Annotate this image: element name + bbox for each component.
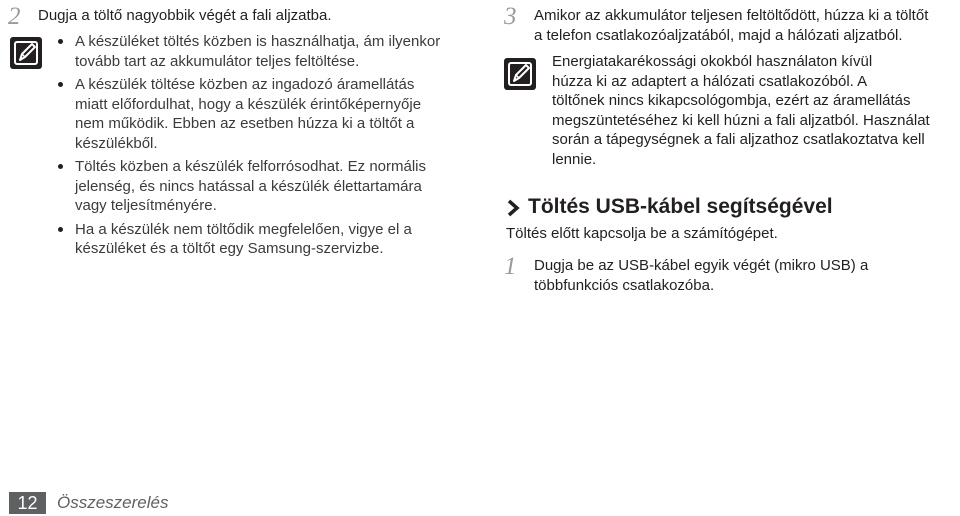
note-text: Energiatakarékossági okokból használaton kívül húzza ki az adaptert a hálózati csatlakozóból. A töltőnek nincs kikapcsológombja, ezért az áramellátás megszüntetéséhez ki kell húzni a fali aljzatból. Használat során a tápegységnek a fali aljzathoz csatlakoztatva kell lennie.: [552, 53, 930, 168]
page-number: 12: [9, 492, 46, 514]
step-number-1: 1: [504, 253, 517, 280]
list-item: Töltés közben a készülék felforrósodhat. Ez normális jelenség, és nincs hatással a készülék élettartamára vagy teljesítményére.: [56, 157, 466, 216]
step-3-text: Amikor az akkumulátor teljesen feltöltődött, húzza ki a töltőt a telefon csatlakozóaljzatából, majd a hálózati aljzatból.: [534, 7, 929, 44]
list-item: Ha a készülék nem töltődik megfelelően, vigye el a készüléket és a töltőt egy Samsung-szervizbe.: [56, 220, 466, 259]
step-2-text: Dugja a töltő nagyobbik végét a fali aljzatba.: [38, 7, 332, 24]
note-bullet-list: [56, 32, 466, 263]
list-item: A készülék töltése közben az ingadozó áramellátás miatt előfordulhat, hogy a készülék érintőképernyője nem működik. Ebben az esetben húzza ki a töltőt a készülékből.: [56, 75, 466, 153]
pencil-note-icon: [10, 37, 42, 69]
list-item: A készüléket töltés közben is használhatja, ám ilyenkor tovább tart az akkumulátor teljes feltöltése.: [56, 32, 466, 71]
section-title: Töltés USB-kábel segítségével: [528, 195, 833, 218]
step-number-3: 3: [504, 3, 517, 30]
step-1-text: Dugja be az USB-kábel egyik végét (mikro USB) a többfunkciós csatlakozóba.: [534, 257, 869, 294]
pencil-note-icon: [504, 58, 536, 90]
chapter-title: Összeszerelés: [57, 493, 169, 512]
chevron-right-icon: [506, 199, 520, 222]
step-number-2: 2: [8, 3, 21, 30]
intro-text: Töltés előtt kapcsolja be a számítógépet.: [506, 225, 778, 242]
